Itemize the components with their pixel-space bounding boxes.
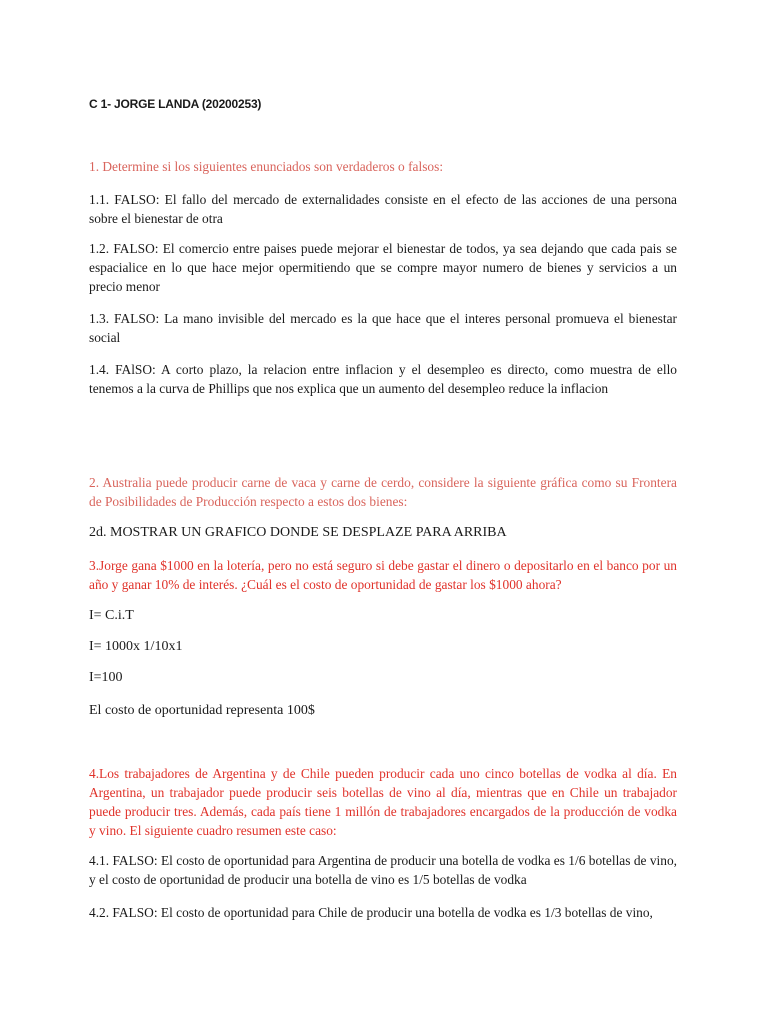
formula-line-1: I= C.i.T [89,608,134,623]
answer-4-1: 4.1. FALSO: El costo de oportunidad para Argentina de producir una botella de vodka es 1/6 botellas de vino, y el costo de oportunidad de producir una botella de vino es 1/5 botellas de vodka [89,853,677,887]
answer-1-4: 1.4. FAlSO: A corto plazo, la relacion entre inflacion y el desempleo es directo, como muestra de ello tenemos a la curva de Phillips que nos explica que un aumento del desempleo reduce la inflacion [89,362,677,396]
formula-conclusion: El costo de oportunidad representa 100$ [89,703,315,718]
formula-line-2: I= 1000x 1/10x1 [89,639,183,654]
question-2-heading: 2. Australia puede producir carne de vaca y carne de cerdo, considere la siguiente gráfica como su Frontera de Posibilidades de Producción respecto a estos dos bienes: [89,475,677,509]
answer-1-1: 1.1. FALSO: El fallo del mercado de externalidades consiste en el efecto de las acciones de una persona sobre el bienestar de otra [89,192,677,226]
answer-4-2: 4.2. FALSO: El costo de oportunidad para Chile de producir una botella de vodka es 1/3 botellas de vino, [89,905,653,920]
question-3-heading: 3.Jorge gana $1000 en la lotería, pero no está seguro si debe gastar el dinero o depositarlo en el banco por un año y ganar 10% de interés. ¿Cuál es el costo de oportunidad de gastar los $1000 ahora? [89,558,677,592]
document-title: C 1- JORGE LANDA (20200253) [89,97,262,111]
answer-2d: 2d. MOSTRAR UN GRAFICO DONDE SE DESPLAZE PARA ARRIBA [89,525,507,540]
formula-line-3: I=100 [89,670,123,685]
question-4-heading: 4.Los trabajadores de Argentina y de Chile pueden producir cada uno cinco botellas de vodka al día. En Argentina, un trabajador puede producir seis botellas de vino al día, mientras que en Chile un trabajador puede producir tres. Además, cada país tiene 1 millón de trabajadores encargados de la producción de vodka y vino. El siguiente cuadro resumen este caso: [89,766,677,838]
answer-1-2: 1.2. FALSO: El comercio entre paises puede mejorar el bienestar de todos, ya sea dejando que cada pais se espacialice en lo que hace mejor opermitiendo que se compre mayor numero de bienes y servicios a un precio menor [89,241,677,294]
answer-1-3: 1.3. FALSO: La mano invisible del mercado es la que hace que el interes personal promueva el bienestar social [89,311,677,345]
question-1-heading: 1. Determine si los siguientes enunciados son verdaderos o falsos: [89,159,444,174]
